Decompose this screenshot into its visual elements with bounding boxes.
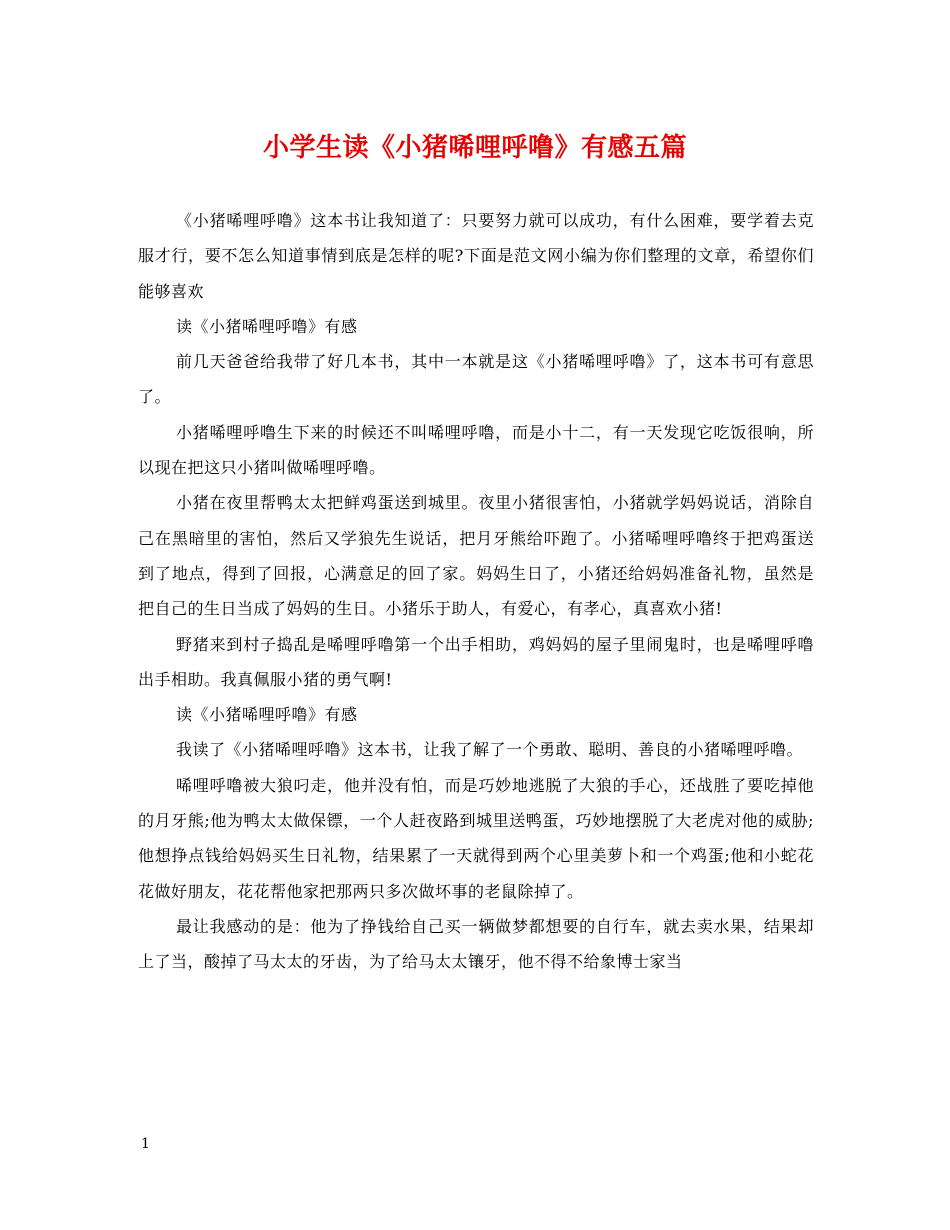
document-title: 小学生读《小猪唏哩呼噜》有感五篇	[262, 133, 687, 163]
document-body	[138, 203, 814, 980]
paragraph: 小猪唏哩呼噜生下来的时候还不叫唏哩呼噜，而是小十二，有一天发现它吃饭很响，所以现在把这只小猪叫做唏哩呼噜。	[138, 422, 814, 478]
paragraph: 前几天爸爸给我带了好几本书，其中一本就是这《小猪唏哩呼噜》了，这本书可有意思了。	[138, 352, 814, 407]
section-heading-1: 读《小猪唏哩呼噜》有感	[176, 316, 358, 336]
paragraph: 最让我感动的是：他为了挣钱给自己买一辆做梦都想要的自行车，就去卖水果，结果却上了当，酸掉了马太太的牙齿，为了给马太太镶牙，他不得不给象博士家当	[138, 916, 814, 972]
paragraph: 唏哩呼噜被大狼叼走，他并没有怕，而是巧妙地逃脱了大狼的手心，还战胜了要吃掉他的月牙熊;他为鸭太太做保镖，一个人赶夜路到城里送鸭蛋，巧妙地摆脱了大老虎对他的威胁;他想挣点钱给妈妈买生日礼物，结果累了一天就得到两个心里美萝卜和一个鸡蛋;他和小蛇花花做好朋友，花花帮他家把那两只多次做坏事的老鼠除掉了。	[138, 775, 814, 901]
paragraph: 我读了《小猪唏哩呼噜》这本书，让我了解了一个勇敢、聪明、善良的小猪唏哩呼噜。	[176, 740, 804, 760]
section-heading-2: 读《小猪唏哩呼噜》有感	[176, 705, 358, 725]
page-number: 1	[141, 1136, 150, 1152]
paragraph: 小猪在夜里帮鸭太太把鲜鸡蛋送到城里。夜里小猪很害怕，小猪就学妈妈说话，消除自己在黑暗里的害怕，然后又学狼先生说话，把月牙熊给吓跑了。小猪唏哩呼噜终于把鸡蛋送到了地点，得到了回报，心满意足的回了家。妈妈生日了，小猪还给妈妈准备礼物，虽然是把自己的生日当成了妈妈的生日。小猪乐于助人，有爱心，有孝心，真喜欢小猪!	[138, 493, 814, 619]
paragraph: 野猪来到村子捣乱是唏哩呼噜第一个出手相助，鸡妈妈的屋子里闹鬼时，也是唏哩呼噜出手相助。我真佩服小猪的勇气啊!	[138, 634, 814, 689]
paragraph-intro: 《小猪唏哩呼噜》这本书让我知道了：只要努力就可以成功，有什么困难，要学着去克服才行，要不怎么知道事情到底是怎样的呢?下面是范文网小编为你们整理的文章，希望你们能够喜欢	[138, 211, 814, 301]
